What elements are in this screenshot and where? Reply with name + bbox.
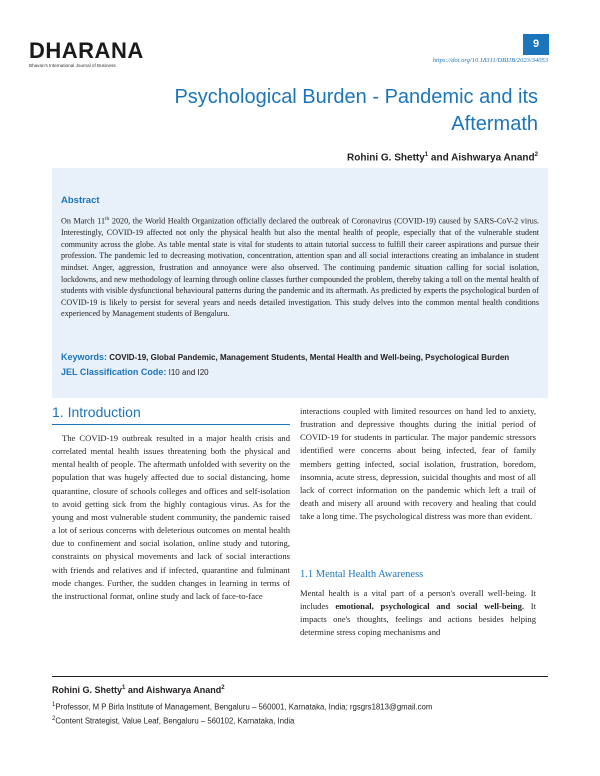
- footer-author-2-sup: 2: [221, 685, 225, 691]
- abstract-text-start: On March 11: [61, 216, 106, 226]
- section-heading-introduction: 1. Introduction: [52, 404, 141, 420]
- jel-label: JEL Classification Code:: [61, 367, 167, 377]
- author-1: Rohini G. Shetty: [347, 152, 425, 164]
- keywords-line: [61, 352, 509, 362]
- abstract-text: [61, 214, 539, 320]
- affiliation-1-sup: 1: [52, 702, 56, 708]
- affiliation-2-text: Content Strategist, Value Leaf, Bengaluru – 560102, Karnataka, India: [55, 716, 295, 726]
- journal-subtitle: Bhavan's International Journal of Business: [29, 63, 116, 68]
- journal-name: DHARANA: [29, 38, 144, 63]
- subsection-text-rest: It impacts one's thoughts, feelings and actions besides helping determine stress coping mechanisms and: [300, 601, 537, 638]
- abstract-text-sup: th: [105, 216, 110, 222]
- intro-right-column: interactions coupled with limited resources on hand led to anxiety, frustration and depressive thoughts during the initial period of COVID-19 for students in particular. The major pandemic stressors identified were concerns about being infected, fear of family members getting infected, social isolation, frustration, boredom, insomnia, acute stress, depression, suicidal thoughts and most of all lack of correct information on the pandemic which left a trail of death and misery all around with recovery and healing that could take a long time. The psychological distress was more than evident.: [300, 406, 536, 522]
- keywords-label: Keywords:: [61, 352, 108, 362]
- intro-left-column: The COVID-19 outbreak resulted in a major health crisis and correlated mental health issues threatening both the physical and mental health of people. The aftermath unfolded with severity on the population that was hugely affected due to social distancing, home quarantine, closure of schools colleges and offices and self-isolation to avoid getting sick from the highly contagious virus. As for the young and most vulnerable student community, the pandemic raised a lot of serious concerns with deleterious outcomes on mental health due to confinement and social isolation, online study and tutoring, constraints on physical movements and lack of social interactions with friends and relatives and if infected, quarantine and fulminant mode changes. Further, the sudden changes in learning in terms of the instructional format, online study and lack of face-to-face: [52, 433, 290, 601]
- footer-author-1-sup: 1: [122, 685, 126, 691]
- jel-value: I10 and I20: [168, 368, 209, 377]
- author-connector: and: [428, 152, 452, 164]
- jel-line: [61, 367, 209, 377]
- affiliation-1-text: Professor, M P Birla Institute of Management, Bengaluru – 560001, Karnataka, India; rgsgrs1813@gmail.com: [55, 702, 433, 712]
- subsection-heading: 1.1 Mental Health Awareness: [300, 569, 424, 580]
- abstract-text-rest: 2020, the World Health Organization officially declared the outbreak of Coronavirus (COVID-19) caused by SARS-CoV-2 virus. Interestingly, COVID-19 affected not only the physical health but also the mental health of people, especially that of the vulnerable student community across the globe. As table mental state is vital for students to attain tutorial success to fulfill their career aspirations and pursue their profession. The pandemic led to decreasing motivation, concentration, attention span and all social interactions creating an imbalance in student mindset. Anger, aggression, frustration and annoyance were also observed. The continuing pandemic situation calling for social isolation, lockdowns, and new methodology of learning through online classes further compounded the problem, thereby taking a toll on the mental health of students with visible dysfunctional behavioural patterns during the pandemic and its aftermath. As predicted by experts the psychological burden of COVID-19 is likely to persist for several years and needs detailed investigation. This study delves into the common mental health conditions experienced by Management students of Bengaluru.: [61, 216, 539, 319]
- affiliation-2: [52, 716, 294, 726]
- affiliation-2-sup: 2: [52, 716, 56, 722]
- author-2: Aishwarya Anand: [451, 152, 535, 164]
- subsection-text-start: Mental health is a vital part of a person's overall well-being. It includes: [300, 588, 536, 612]
- footer-authors: [52, 685, 225, 695]
- footer-rule: [52, 676, 548, 677]
- page-number-badge: 9: [523, 34, 549, 55]
- footer-author-1: Rohini G. Shetty: [52, 685, 123, 695]
- author-line: [347, 152, 538, 163]
- subsection-text: [300, 587, 536, 640]
- section-rule: [52, 424, 290, 425]
- abstract-heading: Abstract: [61, 195, 100, 206]
- subsection-text-bold: emotional, psychological and social well-being.: [335, 601, 525, 612]
- journal-logo: [29, 40, 144, 69]
- article-title: Psychological Burden - Pandemic and its Aftermath: [174, 86, 538, 135]
- author-1-sup: 1: [424, 152, 429, 158]
- footer-connector: and: [125, 685, 147, 695]
- keywords-value: COVID-19, Global Pandemic, Management Students, Mental Health and Well-being, Psychological Burden: [109, 353, 510, 362]
- affiliation-1: [52, 702, 432, 712]
- author-2-sup: 2: [534, 152, 538, 158]
- footer-author-2: Aishwarya Anand: [146, 685, 222, 695]
- doi-link[interactable]: https://doi.org/10.18311/DBIJB/2023/34053: [432, 57, 548, 64]
